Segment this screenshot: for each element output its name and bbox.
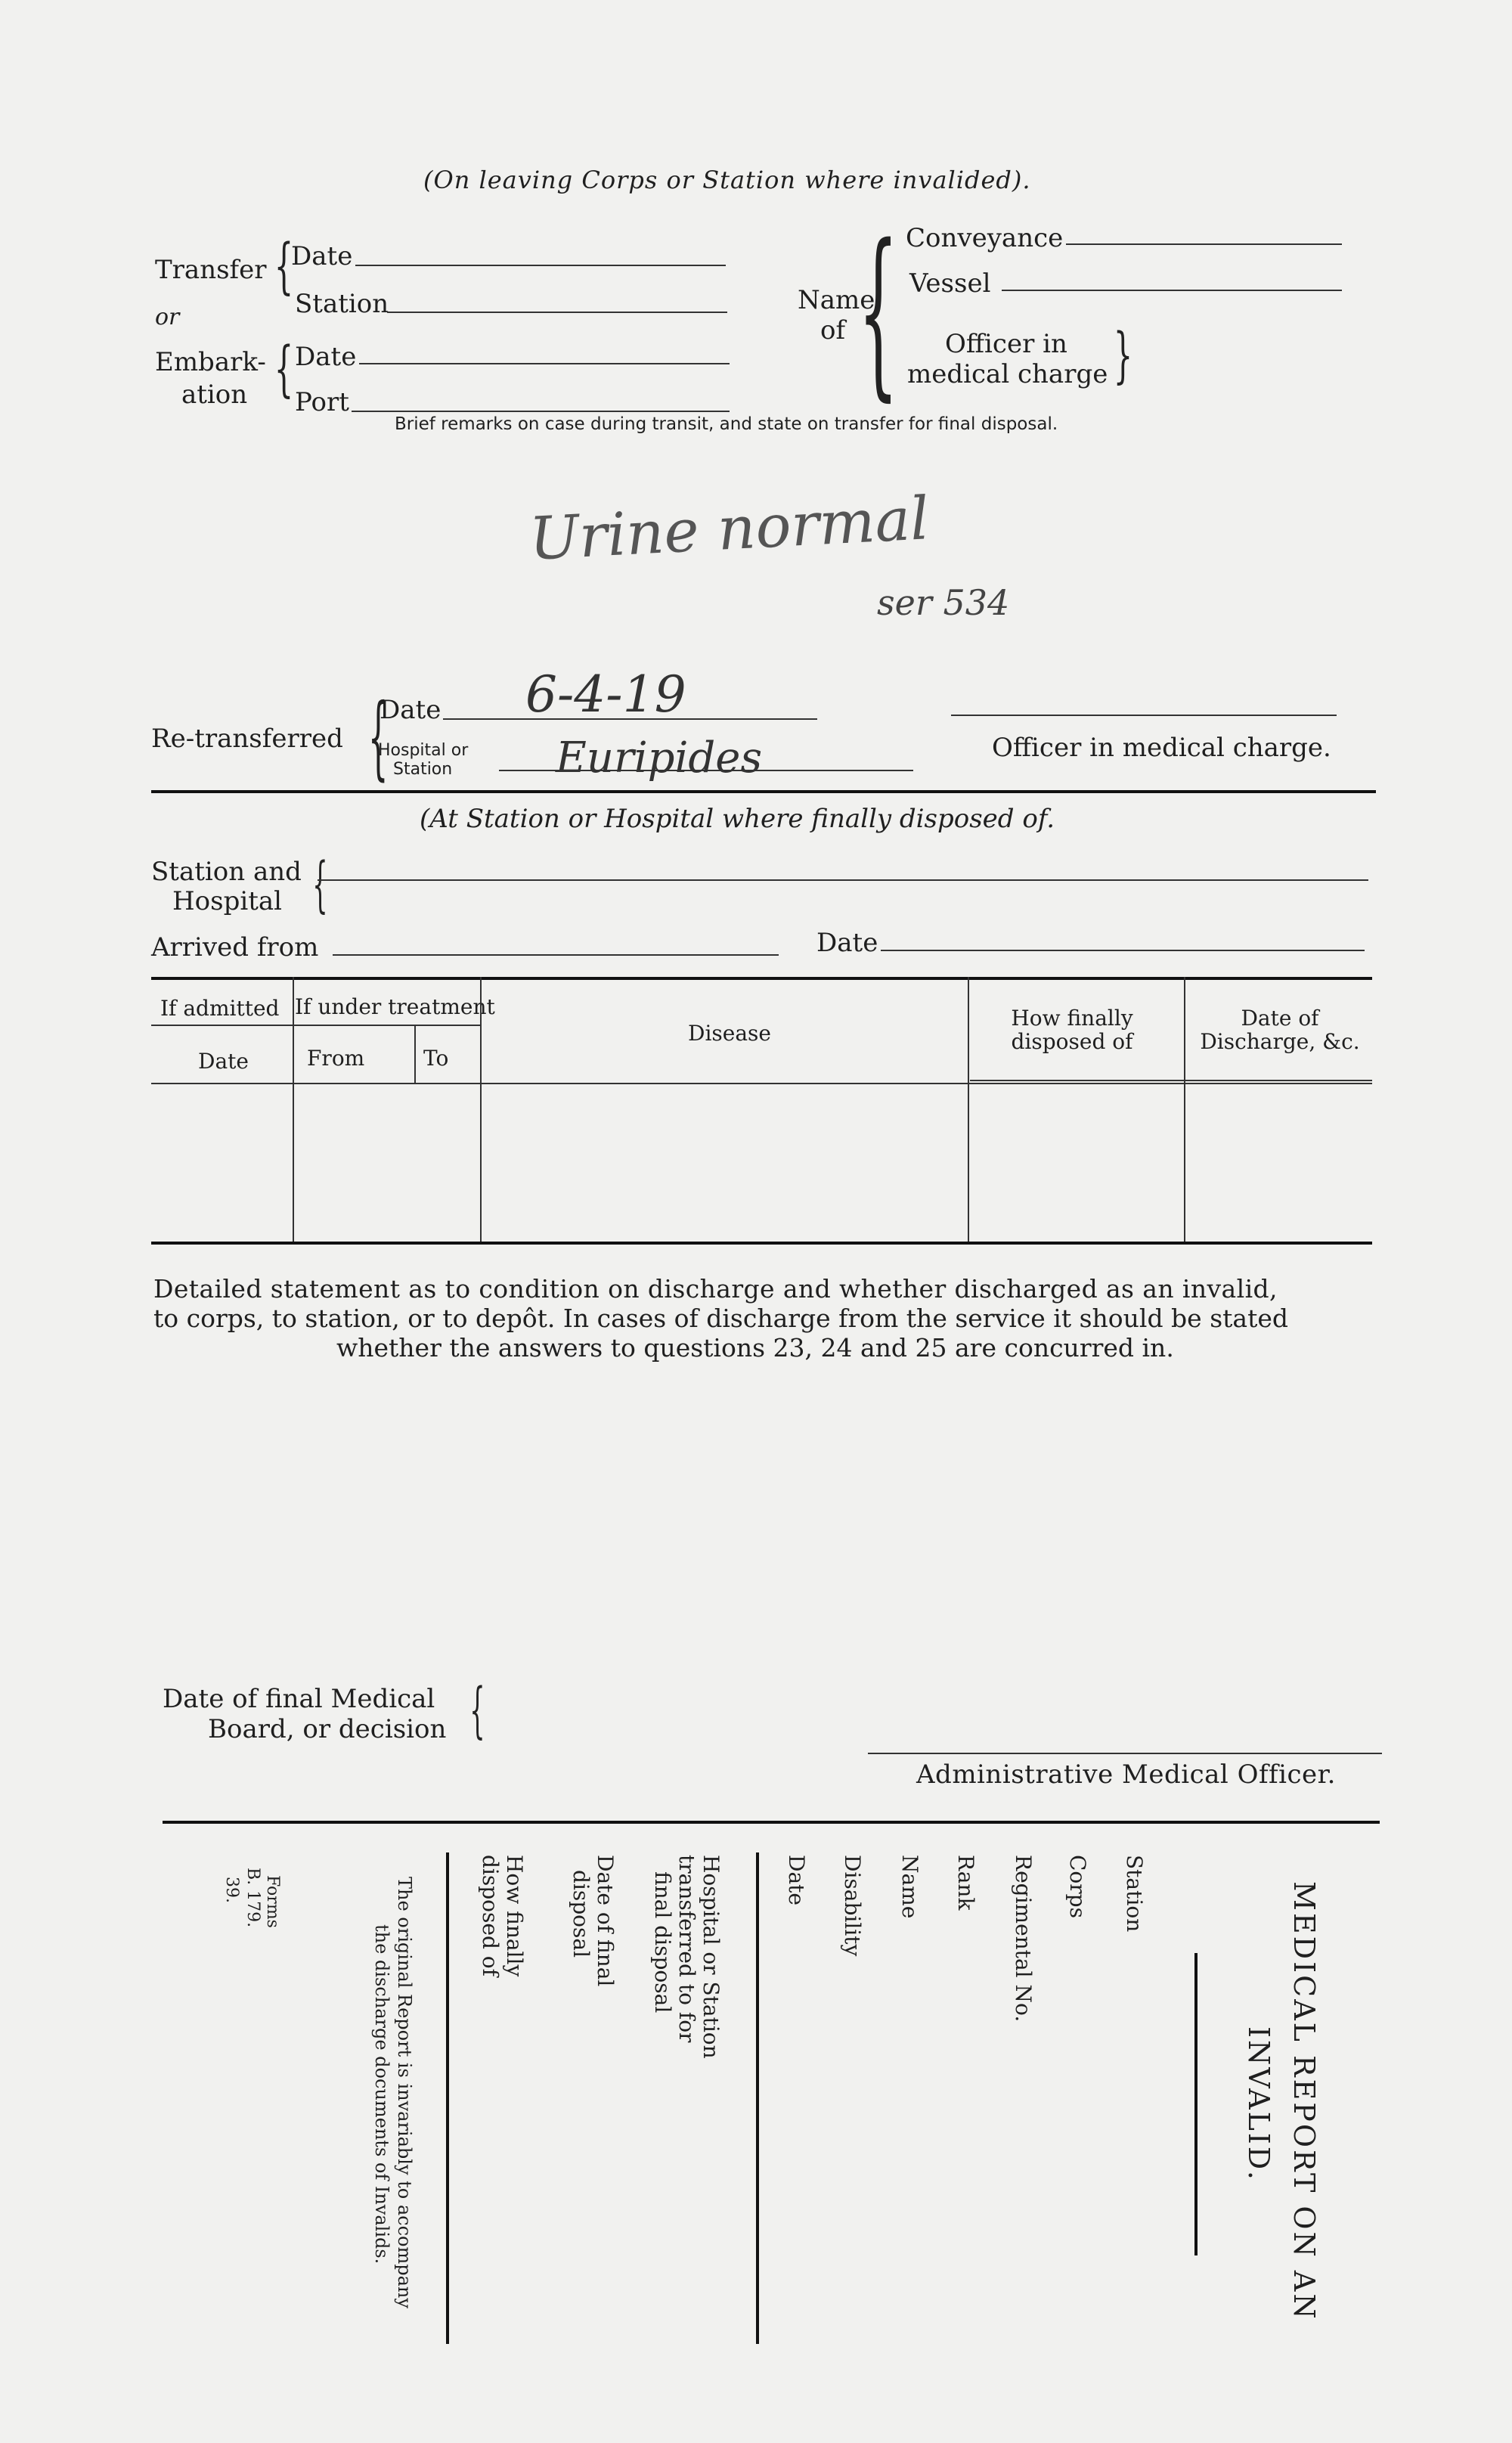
date-of-header-2: Discharge, &c.	[1200, 1029, 1360, 1054]
date-of-header-1: Date of	[1241, 1006, 1319, 1031]
leaving-heading: (On leaving Corps or Station where invalided).	[423, 166, 1031, 194]
endorsement-how-finally-2: disposed of	[478, 1855, 503, 1977]
conveyance-line	[1066, 243, 1342, 245]
if-under-treatment-header: If under treatment	[295, 994, 495, 1019]
to-header: To	[423, 1046, 449, 1071]
officer-brace: }	[1113, 320, 1133, 390]
arrived-from-label: Arrived from	[151, 932, 319, 963]
transfer-date-label: Date	[291, 241, 353, 271]
if-admitted-header: If admitted	[160, 996, 280, 1021]
transfer-station-label: Station	[295, 289, 389, 319]
divider-1	[151, 790, 1376, 793]
table-header-bottom	[151, 1083, 1372, 1084]
endorsement-original-2: the discharge documents of Invalids.	[371, 1924, 392, 2265]
hospital-or-station-label-1: Hospital or	[378, 741, 469, 760]
endorsement-hospital-1: Hospital or Station	[699, 1855, 723, 2059]
station-hospital-line	[318, 879, 1368, 881]
divider-endorsement	[163, 1821, 1380, 1824]
endorsement-disability: Disability	[840, 1855, 865, 1957]
table-col-divider-1	[293, 977, 294, 1242]
endorsement-corps: Corps	[1065, 1855, 1090, 1918]
table-col-divider-3	[480, 977, 482, 1242]
final-board-brace: {	[469, 1675, 485, 1745]
officer-signature-line	[951, 715, 1337, 716]
table-col-divider-4	[968, 977, 969, 1242]
how-finally-header-2: disposed of	[1011, 1029, 1133, 1054]
retransfer-officer-label: Officer in medical charge.	[992, 733, 1331, 763]
hospital-or-station-label-2: Station	[393, 760, 453, 779]
embark-port-line	[352, 411, 730, 412]
detailed-statement-1: Detailed statement as to condition on discharge and whether discharged as an invalid,	[153, 1274, 1278, 1304]
retransferred-label: Re-transferred	[151, 724, 343, 754]
table-bottom-border	[151, 1242, 1372, 1245]
endorsement-forms-2: B. 179.	[243, 1868, 262, 1928]
endorsement-original-1: The original Report is invariably to accompany	[394, 1877, 415, 2308]
embark-port-label: Port	[295, 387, 349, 417]
endorsement-title-rule	[1194, 1953, 1198, 2255]
endorsement-hospital-3: final disposal	[650, 1871, 675, 2014]
endorsement-regimental-no: Regimental No.	[1011, 1855, 1036, 2023]
handwritten-remark-1: Urine normal	[528, 485, 931, 574]
final-board-label-2: Board, or decision	[208, 1714, 447, 1744]
disease-header: Disease	[688, 1021, 771, 1046]
final-board-label-1: Date of final Medical	[163, 1684, 435, 1714]
conveyance-label: Conveyance	[906, 223, 1064, 253]
endorsement-title-2: INVALID.	[1242, 2026, 1275, 2183]
retransferred-brace: {	[367, 685, 389, 790]
endorsement-hospital-2: transferred to for	[674, 1855, 699, 2043]
transfer-brace: {	[274, 231, 294, 301]
station-hospital-brace: {	[312, 849, 328, 919]
vessel-label: Vessel	[909, 268, 991, 299]
name-of-label-2: of	[820, 315, 846, 346]
table-header-bottom-right	[970, 1080, 1372, 1081]
admin-officer-label: Administrative Medical Officer.	[916, 1759, 1336, 1790]
endorsement-date: Date	[784, 1855, 809, 1905]
table-top-border	[151, 977, 1372, 980]
endorsement-station: Station	[1122, 1855, 1147, 1933]
or-label: or	[155, 304, 180, 330]
embark-date-line	[359, 363, 730, 364]
endorsement-rule-1	[756, 1852, 759, 2344]
table-subheader-line	[151, 1025, 480, 1026]
endorsement-forms-1: Forms	[263, 1875, 282, 1928]
endorsement-forms-3: 39.	[222, 1877, 241, 1903]
endorsement-rank: Rank	[953, 1855, 978, 1911]
embarkation-label-2: ation	[181, 380, 248, 410]
officer-label-1: Officer in	[945, 329, 1067, 359]
date-line	[881, 950, 1365, 951]
transfer-station-line	[387, 312, 727, 313]
endorsement-how-finally-1: How finally	[502, 1855, 527, 1977]
admin-signature-line	[868, 1753, 1382, 1754]
handwritten-remark-2: ser 534	[877, 582, 1010, 623]
retransfer-date-label: Date	[380, 695, 442, 725]
how-finally-header-1: How finally	[1011, 1006, 1133, 1031]
date-header: Date	[198, 1049, 249, 1074]
name-of-label-1: Name	[798, 285, 875, 315]
detailed-statement-3: whether the answers to questions 23, 24 and 25 are concurred in.	[336, 1333, 1174, 1363]
embarkation-label-1: Embark-	[155, 347, 266, 377]
endorsement-date-final-1: Date of final	[593, 1855, 618, 1987]
name-of-brace: {	[858, 206, 899, 417]
brief-remarks: Brief remarks on case during transit, and state on transfer for final disposal.	[395, 414, 1058, 434]
transfer-label: Transfer	[155, 255, 267, 285]
transfer-date-line	[355, 265, 726, 266]
date-label: Date	[816, 928, 878, 958]
vessel-line	[1002, 290, 1342, 291]
station-hospital-label-1: Station and	[151, 857, 302, 887]
endorsement-title-1: MEDICAL REPORT ON AN	[1287, 1881, 1321, 2321]
table-col-divider-5	[1184, 977, 1185, 1242]
endorsement-date-final-2: disposal	[569, 1870, 593, 1958]
endorsement-name: Name	[897, 1855, 922, 1919]
station-hospital-label-2: Hospital	[172, 886, 283, 916]
from-header: From	[307, 1046, 365, 1071]
endorsement-rule-2	[446, 1852, 449, 2344]
detailed-statement-2: to corps, to station, or to depôt. In cases of discharge from the service it should be stated	[153, 1304, 1288, 1333]
arrived-from-line	[333, 954, 779, 956]
officer-label-2: medical charge	[907, 359, 1108, 389]
retransfer-date-value: 6-4-19	[525, 665, 686, 724]
embark-brace: {	[274, 333, 294, 404]
embark-date-label: Date	[295, 342, 357, 372]
table-col-divider-2	[414, 1026, 416, 1083]
retransfer-station-value: Euripides	[556, 733, 763, 783]
final-heading: (At Station or Hospital where finally disposed of.	[420, 804, 1055, 834]
